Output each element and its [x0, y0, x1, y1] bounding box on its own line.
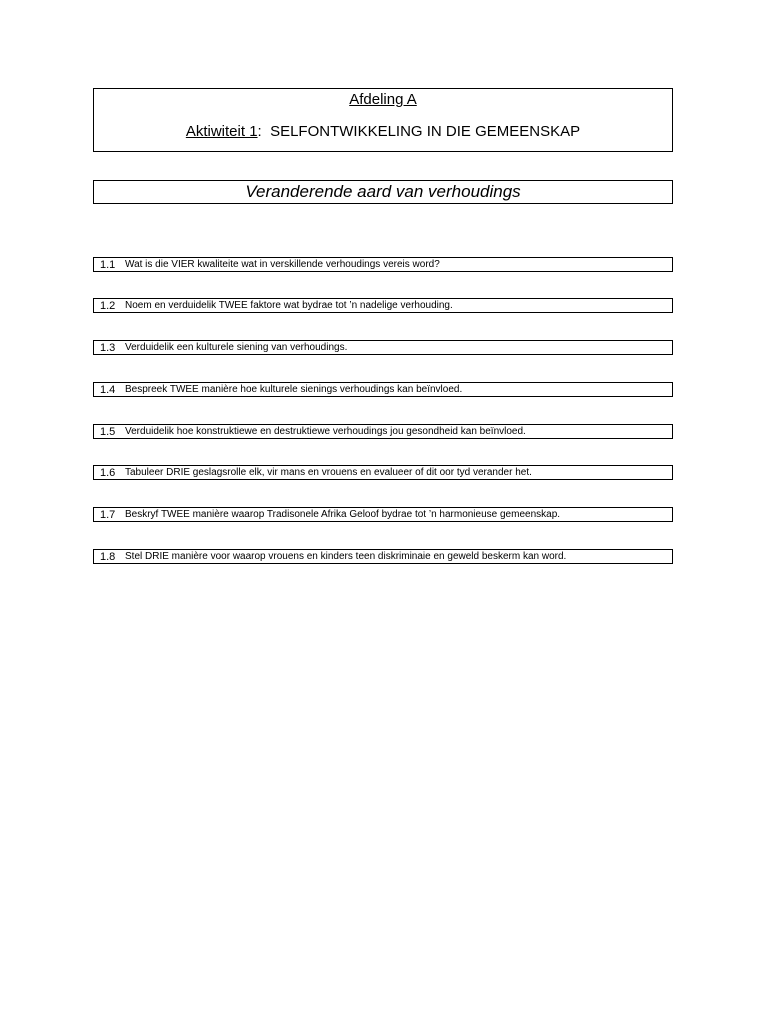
question-number: 1.1 [100, 259, 116, 271]
question-text: Verduidelik een kulturele siening van verhoudings. [125, 342, 348, 353]
question-number: 1.4 [100, 384, 116, 396]
question-number: 1.3 [100, 342, 116, 354]
question-number: 1.5 [100, 426, 116, 438]
question-1-2 [93, 298, 673, 313]
section-title: Afdeling A [349, 91, 417, 108]
topic-title: Veranderende aard van verhoudings [93, 180, 673, 204]
question-text: Tabuleer DRIE geslagsrolle elk, vir mans en vrouens en evalueer of dit oor tyd verander het. [125, 467, 532, 478]
question-text: Noem en verduidelik TWEE faktore wat bydrae tot ’n nadelige verhouding. [125, 300, 453, 311]
question-text: Beskryf TWEE manière waarop Tradisonele Afrika Geloof bydrae tot ’n harmonieuse gemeenskap. [125, 509, 561, 520]
question-1-8 [93, 549, 673, 564]
activity-title: SELFONTWIKKELING IN DIE GEMEENSKAP [270, 123, 581, 140]
activity-label: Aktiwiteit 1 [185, 123, 258, 140]
question-1-4 [93, 382, 673, 397]
question-1-3 [93, 340, 673, 355]
question-1-1 [93, 257, 673, 272]
question-text: Wat is die VIER kwaliteite wat in verskillende verhoudings vereis word? [125, 259, 440, 270]
question-1-6 [93, 465, 673, 480]
question-text: Stel DRIE manière voor waarop vrouens en kinders teen diskriminaie en geweld beskerm kan word. [125, 551, 567, 562]
activity-separator: : [257, 123, 262, 140]
question-number: 1.8 [100, 551, 116, 563]
question-text: Verduidelik hoe konstruktiewe en destruktiewe verhoudings jou gesondheid kan beïnvloed. [125, 426, 526, 437]
question-1-7 [93, 507, 673, 522]
question-number: 1.7 [100, 509, 116, 521]
question-text: Bespreek TWEE manière hoe kulturele sienings verhoudings kan beïnvloed. [125, 384, 463, 395]
question-number: 1.6 [100, 467, 116, 479]
question-1-5 [93, 424, 673, 439]
activity-heading [94, 123, 672, 141]
question-number: 1.2 [100, 300, 116, 312]
header-box [93, 88, 673, 152]
